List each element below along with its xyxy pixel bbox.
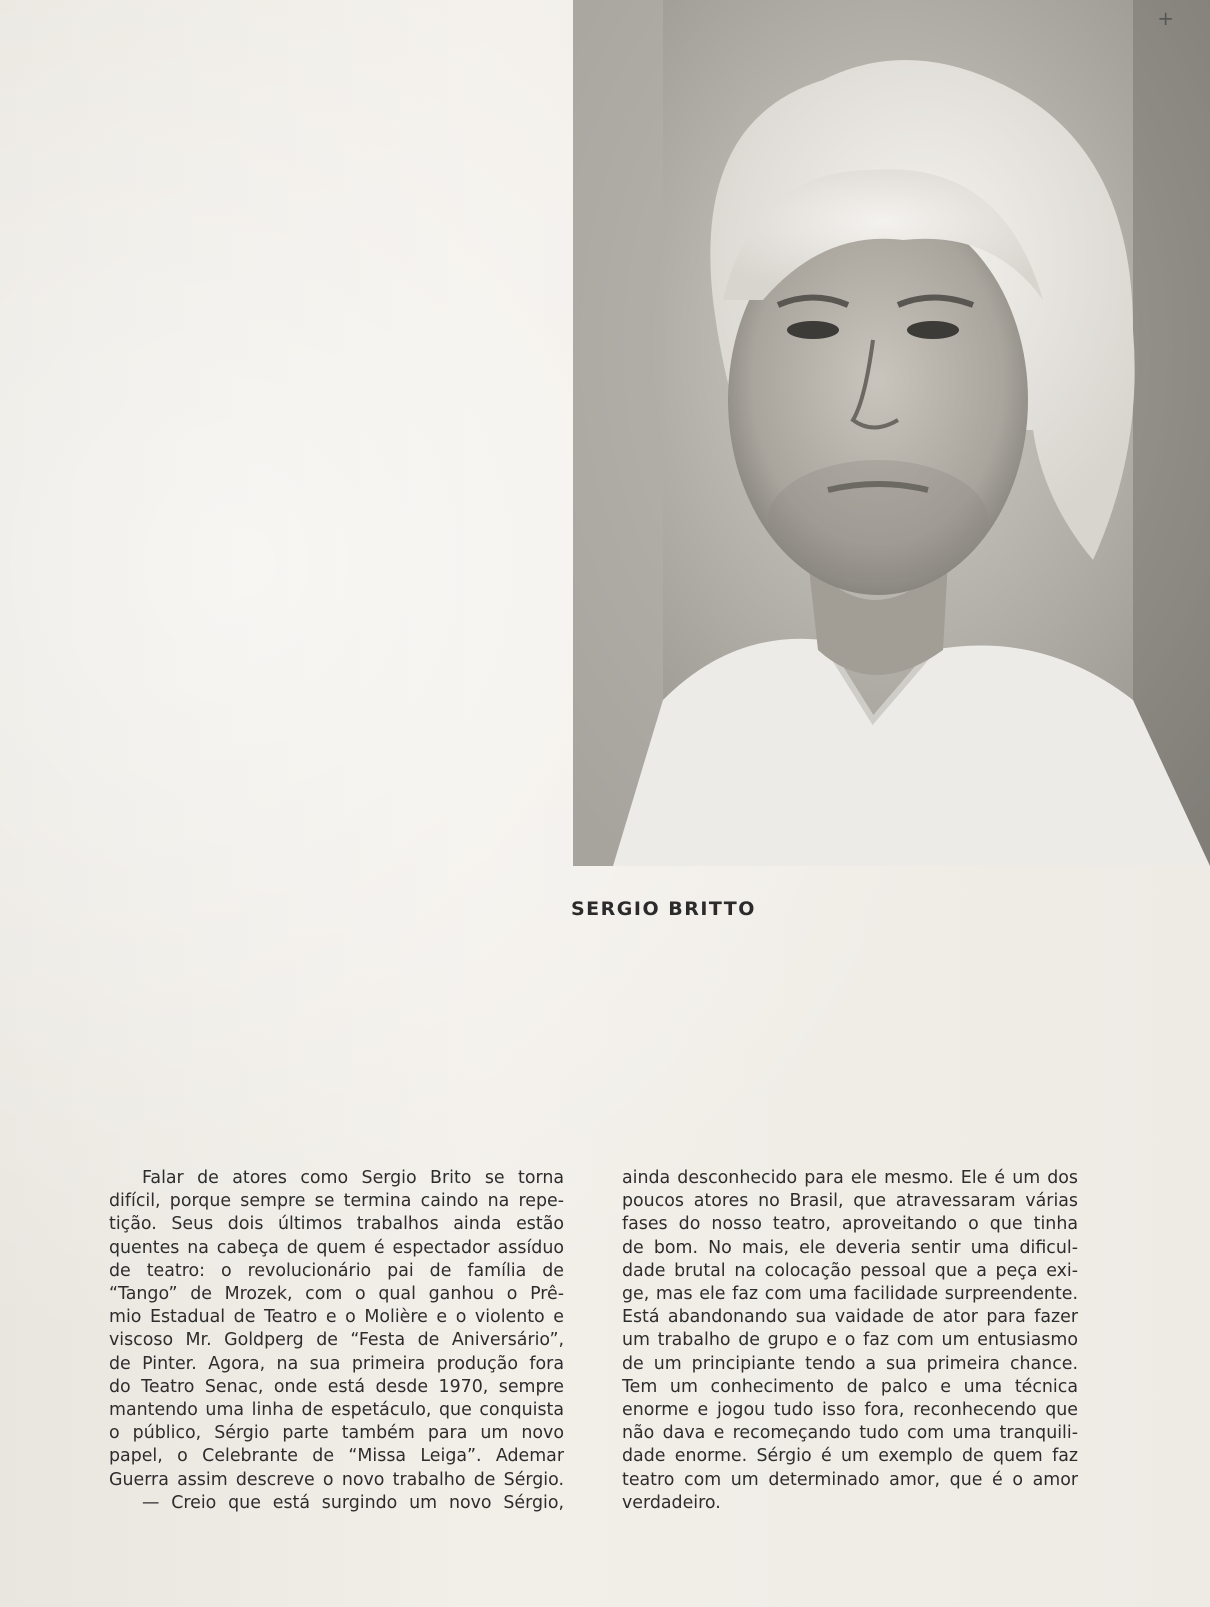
article-line: poucos atores no Brasil, que atravessaram várias (622, 1191, 1078, 1212)
article-line: mio Estadual de Teatro e o Molière e o violento e (109, 1307, 564, 1328)
article-line: Guerra assim descreve o novo trabalho de Sérgio. (109, 1469, 564, 1490)
article-line: ge, mas ele faz com uma facilidade surpreendente. (622, 1284, 1078, 1305)
article-column-left (109, 1167, 564, 1515)
article-line: — Creio que está surgindo um novo Sérgio, (142, 1492, 564, 1513)
article-line: teatro com um determinado amor, que é o amor (622, 1469, 1078, 1490)
article-line: ainda desconhecido para ele mesmo. Ele é um dos (622, 1168, 1078, 1188)
article-line: quentes na cabeça de quem é espectador assíduo (109, 1237, 564, 1258)
article-line: não dava e recomeçando tudo com uma tranquili- (622, 1423, 1078, 1444)
portrait-photo (573, 0, 1210, 866)
caption-name: SERGIO BRITTO (571, 898, 756, 920)
article-line: de teatro: o revolucionário pai de família de (109, 1260, 564, 1281)
article-line: tição. Seus dois últimos trabalhos ainda estão (109, 1214, 564, 1235)
article-line: verdadeiro. (622, 1492, 721, 1513)
portrait-illustration (573, 0, 1210, 866)
article-line: um trabalho de grupo e o faz com um entusiasmo (622, 1330, 1078, 1351)
article-line: de bom. No mais, ele deveria sentir uma dificul- (622, 1237, 1078, 1258)
article-column-right (622, 1167, 1078, 1515)
article-line: Está abandonando sua vaidade de ator para fazer (622, 1307, 1078, 1328)
article-line: viscoso Mr. Goldperg de “Festa de Aniversário”, (109, 1330, 564, 1351)
article-line: de um principiante tendo a sua primeira chance. (622, 1353, 1078, 1374)
article-line: enorme e jogou tudo isso fora, reconhecendo que (622, 1400, 1078, 1421)
article-line: fases do nosso teatro, aproveitando o que tinha (622, 1214, 1078, 1235)
corner-pencil-mark: + (1157, 6, 1174, 30)
article-line: Falar de atores como Sergio Brito se torna (142, 1168, 564, 1188)
article-line: o público, Sérgio parte também para um novo (109, 1423, 564, 1444)
article-line: “Tango” de Mrozek, com o qual ganhou o Prê- (109, 1284, 564, 1305)
article-line: dade enorme. Sérgio é um exemplo de quem faz (622, 1446, 1078, 1467)
article-line: de Pinter. Agora, na sua primeira produção fora (109, 1353, 564, 1374)
article-line: difícil, porque sempre se termina caindo na repe- (109, 1191, 564, 1212)
article-line: do Teatro Senac, onde está desde 1970, sempre (109, 1376, 564, 1397)
article-line: papel, o Celebrante de “Missa Leiga”. Ademar (109, 1446, 564, 1467)
article-line: Tem um conhecimento de palco e uma técnica (622, 1376, 1078, 1397)
article-line: dade brutal na colocação pessoal que a peça exi- (622, 1260, 1078, 1281)
article-line: mantendo uma linha de espetáculo, que conquista (109, 1400, 564, 1421)
